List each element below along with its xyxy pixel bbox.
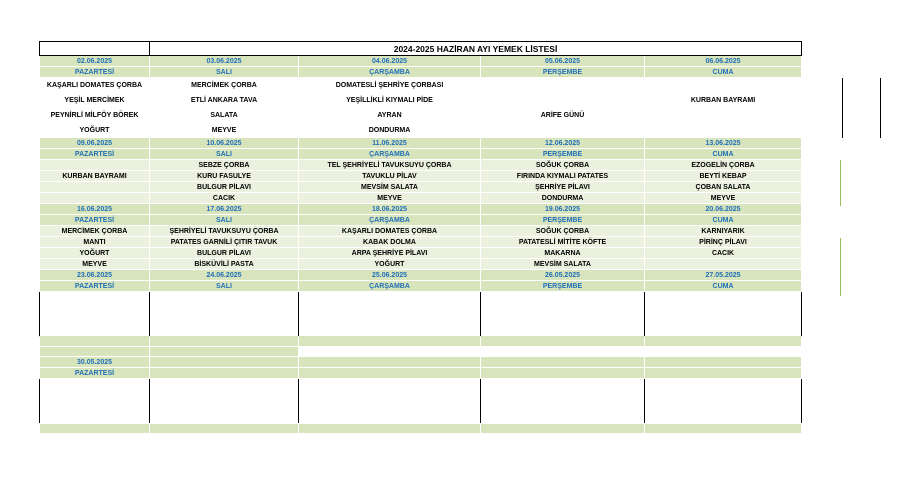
empty-cell	[299, 292, 481, 337]
menu-cell: SEBZE ÇORBA	[150, 160, 299, 171]
empty-cell	[150, 292, 299, 337]
menu-cell: SOĞUK ÇORBA	[481, 226, 645, 237]
spacer-cell	[645, 347, 802, 357]
menu-table	[39, 41, 802, 434]
menu-cell	[481, 123, 645, 138]
date-cell: 18.06.2025	[299, 204, 481, 215]
spacer-cell	[40, 424, 150, 434]
day-cell: ÇARŞAMBA	[299, 149, 481, 160]
day-cell: ÇARŞAMBA	[299, 67, 481, 78]
menu-cell: KURBAN BAYRAMI	[645, 93, 802, 108]
menu-cell	[645, 108, 802, 123]
date-cell: 24.06.2025	[150, 270, 299, 281]
empty-cell	[645, 379, 802, 424]
menu-cell: DONDURMA	[481, 193, 645, 204]
date-cell: 04.06.2025	[299, 56, 481, 67]
day-cell: PERŞEMBE	[481, 215, 645, 226]
stray-border-line	[840, 160, 841, 206]
menu-cell: CACIK	[645, 248, 802, 259]
empty-cell	[481, 292, 645, 337]
menu-cell: BEYTİ KEBAP	[645, 171, 802, 182]
spacer-cell	[40, 347, 150, 357]
menu-cell: ARİFE GÜNÜ	[481, 108, 645, 123]
date-cell: 11.06.2025	[299, 138, 481, 149]
menu-sheet	[39, 41, 801, 434]
menu-cell: DOMATESLİ ŞEHRİYE ÇORBASI	[299, 78, 481, 93]
date-cell	[150, 357, 299, 368]
spacer-cell	[299, 347, 481, 357]
date-cell	[481, 357, 645, 368]
menu-cell: YOĞURT	[40, 248, 150, 259]
menu-cell	[645, 78, 802, 93]
menu-row	[40, 226, 802, 237]
date-cell: 20.06.2025	[645, 204, 802, 215]
date-cell	[645, 357, 802, 368]
week2-day-row	[40, 149, 802, 160]
spacer-row	[40, 337, 802, 347]
sheet-title: 2024-2025 HAZİRAN AYI YEMEK LİSTESİ	[150, 42, 802, 56]
day-cell: CUMA	[645, 281, 802, 292]
stray-border-line	[842, 78, 843, 138]
day-cell: PERŞEMBE	[481, 67, 645, 78]
day-cell: PAZARTESİ	[40, 215, 150, 226]
date-cell: 27.05.2025	[645, 270, 802, 281]
day-cell: PAZARTESİ	[40, 368, 150, 379]
menu-cell: MEYVE	[645, 193, 802, 204]
week5-date-row	[40, 357, 802, 368]
week3-date-row	[40, 204, 802, 215]
menu-cell: PİRİNÇ PİLAVI	[645, 237, 802, 248]
menu-cell: MERCİMEK ÇORBA	[150, 78, 299, 93]
menu-cell	[481, 93, 645, 108]
menu-cell: KARNIYARIK	[645, 226, 802, 237]
empty-menu-block	[40, 292, 802, 337]
day-cell	[299, 368, 481, 379]
spacer-cell	[481, 337, 645, 347]
day-cell: ÇARŞAMBA	[299, 281, 481, 292]
menu-cell: FIRINDA KIYMALI PATATES	[481, 171, 645, 182]
day-cell: PAZARTESİ	[40, 67, 150, 78]
menu-cell: TAVUKLU PİLAV	[299, 171, 481, 182]
menu-cell: MEVSİM SALATA	[299, 182, 481, 193]
date-cell: 25.06.2025	[299, 270, 481, 281]
date-cell	[299, 357, 481, 368]
menu-cell: YOĞURT	[299, 259, 481, 270]
date-cell: 19.06.2025	[481, 204, 645, 215]
menu-cell	[645, 259, 802, 270]
menu-cell: EZOGELİN ÇORBA	[645, 160, 802, 171]
empty-cell	[150, 379, 299, 424]
date-cell: 17.06.2025	[150, 204, 299, 215]
spacer-cell	[299, 337, 481, 347]
menu-cell: KAŞARLI DOMATES ÇORBA	[299, 226, 481, 237]
menu-cell: YOĞURT	[40, 123, 150, 138]
menu-cell: MEYVE	[299, 193, 481, 204]
menu-cell: MANTI	[40, 237, 150, 248]
stray-border-line	[840, 238, 841, 296]
menu-cell: ETLİ ANKARA TAVA	[150, 93, 299, 108]
menu-cell	[481, 78, 645, 93]
menu-cell: MEYVE	[150, 123, 299, 138]
spacer-row	[40, 347, 802, 357]
spacer-cell	[40, 337, 150, 347]
menu-row	[40, 93, 802, 108]
menu-cell: SALATA	[150, 108, 299, 123]
menu-cell: CACIK	[150, 193, 299, 204]
date-cell: 09.06.2025	[40, 138, 150, 149]
footer-row	[40, 424, 802, 434]
spacer-cell	[299, 424, 481, 434]
menu-cell: DONDURMA	[299, 123, 481, 138]
spacer-cell	[150, 347, 299, 357]
empty-cell	[40, 292, 150, 337]
day-cell	[481, 368, 645, 379]
menu-cell: YEŞİL MERCİMEK	[40, 93, 150, 108]
date-cell: 06.06.2025	[645, 56, 802, 67]
empty-cell	[299, 379, 481, 424]
menu-cell: PEYNİRLİ MİLFÖY BÖREK	[40, 108, 150, 123]
day-cell: CUMA	[645, 149, 802, 160]
day-cell: PAZARTESİ	[40, 281, 150, 292]
spacer-cell	[645, 424, 802, 434]
date-cell: 03.06.2025	[150, 56, 299, 67]
menu-row	[40, 123, 802, 138]
date-cell: 26.05.2025	[481, 270, 645, 281]
menu-cell: YEŞİLLİKLİ KIYMALI PİDE	[299, 93, 481, 108]
menu-cell: SOĞUK ÇORBA	[481, 160, 645, 171]
week5-day-row	[40, 368, 802, 379]
menu-row	[40, 248, 802, 259]
date-cell: 10.06.2025	[150, 138, 299, 149]
day-cell: SALI	[150, 67, 299, 78]
day-cell: PERŞEMBE	[481, 281, 645, 292]
menu-cell: AYRAN	[299, 108, 481, 123]
menu-cell: KABAK DOLMA	[299, 237, 481, 248]
week1-date-row	[40, 56, 802, 67]
menu-cell: MERCİMEK ÇORBA	[40, 226, 150, 237]
menu-cell: PATATESLİ MİTİTE KÖFTE	[481, 237, 645, 248]
menu-cell: BİSKÜVİLİ PASTA	[150, 259, 299, 270]
menu-row	[40, 171, 802, 182]
date-cell: 02.06.2025	[40, 56, 150, 67]
menu-cell: MEVSİM SALATA	[481, 259, 645, 270]
day-cell	[645, 368, 802, 379]
title-row	[40, 42, 802, 56]
week4-day-row	[40, 281, 802, 292]
day-cell: SALI	[150, 281, 299, 292]
menu-cell	[40, 193, 150, 204]
menu-cell: MEYVE	[40, 259, 150, 270]
menu-cell	[40, 182, 150, 193]
title-corner-cell	[40, 42, 150, 56]
menu-cell: KAŞARLI DOMATES ÇORBA	[40, 78, 150, 93]
day-cell: SALI	[150, 215, 299, 226]
day-cell: PERŞEMBE	[481, 149, 645, 160]
menu-row	[40, 259, 802, 270]
menu-row	[40, 78, 802, 93]
menu-row	[40, 108, 802, 123]
week3-day-row	[40, 215, 802, 226]
menu-cell: BULGUR PİLAVI	[150, 182, 299, 193]
day-cell: CUMA	[645, 67, 802, 78]
day-cell: CUMA	[645, 215, 802, 226]
menu-cell: PATATES GARNİLİ ÇITIR TAVUK	[150, 237, 299, 248]
week2-date-row	[40, 138, 802, 149]
date-cell: 12.06.2025	[481, 138, 645, 149]
spacer-cell	[645, 337, 802, 347]
menu-cell: ARPA ŞEHRİYE PİLAVI	[299, 248, 481, 259]
date-cell: 05.06.2025	[481, 56, 645, 67]
menu-row	[40, 182, 802, 193]
date-cell: 30.05.2025	[40, 357, 150, 368]
week4-date-row	[40, 270, 802, 281]
menu-cell	[40, 160, 150, 171]
week1-day-row	[40, 67, 802, 78]
day-cell: PAZARTESİ	[40, 149, 150, 160]
menu-row	[40, 193, 802, 204]
day-cell	[150, 368, 299, 379]
menu-row	[40, 160, 802, 171]
spacer-cell	[150, 337, 299, 347]
empty-menu-block	[40, 379, 802, 424]
menu-cell	[645, 123, 802, 138]
spacer-cell	[481, 347, 645, 357]
spacer-cell	[150, 424, 299, 434]
menu-cell: ŞEHRİYE PİLAVI	[481, 182, 645, 193]
date-cell: 16.06.2025	[40, 204, 150, 215]
empty-cell	[40, 379, 150, 424]
date-cell: 23.06.2025	[40, 270, 150, 281]
menu-cell: ŞEHRİYELİ TAVUKSUYU ÇORBA	[150, 226, 299, 237]
stray-border-line	[880, 78, 881, 138]
menu-row	[40, 237, 802, 248]
day-cell: SALI	[150, 149, 299, 160]
menu-cell: MAKARNA	[481, 248, 645, 259]
menu-cell: KURU FASULYE	[150, 171, 299, 182]
empty-cell	[645, 292, 802, 337]
menu-cell: KURBAN BAYRAMI	[40, 171, 150, 182]
day-cell: ÇARŞAMBA	[299, 215, 481, 226]
menu-cell: TEL ŞEHRİYELİ TAVUKSUYU ÇORBA	[299, 160, 481, 171]
spacer-cell	[481, 424, 645, 434]
menu-cell: ÇOBAN SALATA	[645, 182, 802, 193]
menu-cell: BULGUR PİLAVI	[150, 248, 299, 259]
empty-cell	[481, 379, 645, 424]
date-cell: 13.06.2025	[645, 138, 802, 149]
